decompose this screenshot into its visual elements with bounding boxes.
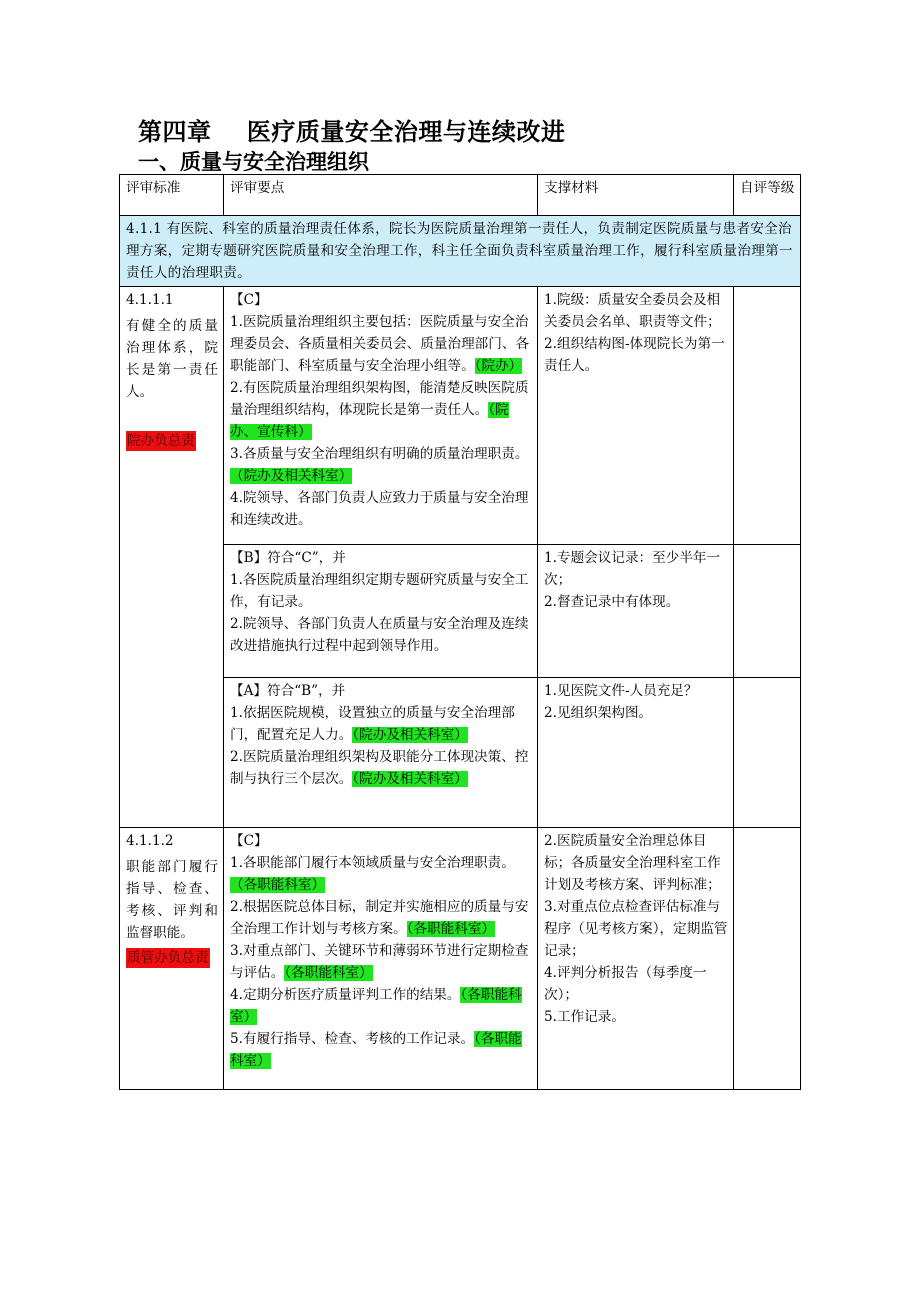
- material-item: 5.工作记录。: [544, 1009, 625, 1025]
- header-materials: 支撑材料: [538, 175, 734, 216]
- material-item: 2.见组织架构图。: [544, 705, 653, 721]
- material-item: 2.医院质量安全治理总体目标；各质量安全治理科室工作计划及考核方案、评判标准；3.对重点位点检查评估标准与程序（见考核方案），定期监管记录；: [544, 833, 728, 959]
- intro-text: 4.1.1 有医院、科室的质量治理责任体系，院长为医院质量治理第一责任人，负责制定医院质量与患者安全治理方案，定期专题研究医院质量和安全治理工作，科主任全面负责科室质量治理工作，履行科室质量治理第一责任人的治理职责。: [120, 216, 801, 287]
- point-item: 5.有履行指导、检查、考核的工作记录。（各职能科室）: [230, 1031, 522, 1069]
- dept-tag: （各职能科室）: [230, 877, 326, 893]
- materials-cell: [538, 678, 734, 828]
- dept-tag: （院办）: [474, 358, 523, 374]
- level-title: 【A】符合“B”，并: [230, 683, 346, 699]
- point-item: 1.依据医院规模，设置独立的质量与安全治理部门，配置充足人力。（院办及相关科室）: [230, 705, 515, 743]
- points-cell: [224, 828, 538, 1090]
- points-cell: [224, 545, 538, 678]
- standard-cell: [120, 287, 224, 828]
- table-row: [120, 287, 801, 545]
- section-title: 一、质量与安全治理组织: [138, 149, 369, 174]
- point-item: 3.各质量与安全治理组织有明确的质量治理职责。（院办及相关科室）: [230, 446, 529, 484]
- points-cell: [224, 287, 538, 545]
- materials-cell: [538, 545, 734, 678]
- self-rating-cell: [734, 828, 801, 1090]
- point-item: 2.有医院质量治理组织架构图，能清楚反映医院质量治理组织结构，体现院长是第一责任人。（院办、宣传科）: [230, 380, 529, 440]
- self-rating-cell: [734, 678, 801, 828]
- responsible-badge: 院办负总责: [127, 433, 195, 449]
- material-item: 1.见医院文件-人员充足？: [544, 683, 698, 699]
- table-row: [120, 828, 801, 1090]
- point-item: 2.医院质量治理组织架构及职能分工体现决策、控制与执行三个层次。（院办及相关科室）: [230, 749, 529, 787]
- level-title: 【C】: [230, 833, 268, 849]
- dept-tag: （院办及相关科室）: [352, 771, 468, 787]
- responsible-badge: 质管办负总责: [127, 950, 209, 966]
- intro-row: [120, 216, 801, 287]
- standard-text: 职能部门履行指导、检查、考核、评判和监督职能。: [126, 859, 218, 941]
- dept-tag: （各职能科室）: [284, 965, 373, 981]
- self-rating-cell: [734, 545, 801, 678]
- level-title: 【C】: [230, 292, 268, 308]
- point-item: 1.医院质量治理组织主要包括：医院质量与安全治理委员会、各质量相关委员会、质量治理部门、各职能部门、科室质量与安全治理小组等。（院办）: [230, 314, 530, 374]
- materials-cell: [538, 287, 734, 545]
- standard-code: 4.1.1.1: [126, 292, 174, 308]
- point-item: 2.院领导、各部门负责人在质量与安全治理及连续改进措施执行过程中起到领导作用。: [230, 616, 529, 654]
- point-item: 4.院领导、各部门负责人应致力于质量与安全治理和连续改进。: [230, 490, 529, 528]
- self-rating-cell: [734, 287, 801, 545]
- points-cell: [224, 678, 538, 828]
- header-self-rating: 自评等级: [734, 175, 801, 216]
- review-table: [119, 174, 801, 1090]
- point-item: 3.对重点部门、关键环节和薄弱环节进行定期检查与评估。（各职能科室）: [230, 943, 529, 981]
- point-item: 4.定期分析医疗质量评判工作的结果。（各职能科室）: [230, 987, 522, 1025]
- point-item: 1.各职能部门履行本领域质量与安全治理职责。（各职能科室）: [230, 855, 515, 893]
- point-item: 1.各医院质量治理组织定期专题研究质量与安全工作，有记录。: [230, 572, 529, 610]
- standard-cell: [120, 828, 224, 1090]
- material-item: 1.院级：质量安全委员会及相关委员会名单、职责等文件；2.组织结构图-体现院长为第一责任人。: [544, 292, 725, 374]
- header-row: [120, 175, 801, 216]
- dept-tag: （各职能科室）: [230, 1031, 522, 1069]
- dept-tag: （院办及相关科室）: [352, 727, 468, 743]
- material-item: 2.督查记录中有体现。: [544, 594, 680, 610]
- material-item: 4.评判分析报告（每季度一次）；: [544, 965, 707, 1003]
- standard-code: 4.1.1.2: [126, 833, 174, 849]
- dept-tag: （各职能科室）: [230, 987, 522, 1025]
- header-standard: 评审标准: [120, 175, 224, 216]
- materials-cell: [538, 828, 734, 1090]
- dept-tag: （各职能科室）: [406, 921, 496, 937]
- dept-tag: （院办、宣传科）: [230, 402, 509, 440]
- chapter-title: 第四章 医疗质量安全治理与连续改进: [138, 117, 566, 146]
- dept-tag: （院办及相关科室）: [230, 468, 353, 484]
- level-title: 【B】符合“C”，并: [230, 550, 346, 566]
- material-item: 1.专题会议记录：至少半年一次；: [544, 550, 721, 588]
- header-points: 评审要点: [224, 175, 538, 216]
- standard-text: 有健全的质量治理体系，院长是第一责任人。: [126, 318, 218, 400]
- point-item: 2.根据医院总体目标，制定并实施相应的质量与安全治理工作计划与考核方案。（各职能科室）: [230, 899, 529, 937]
